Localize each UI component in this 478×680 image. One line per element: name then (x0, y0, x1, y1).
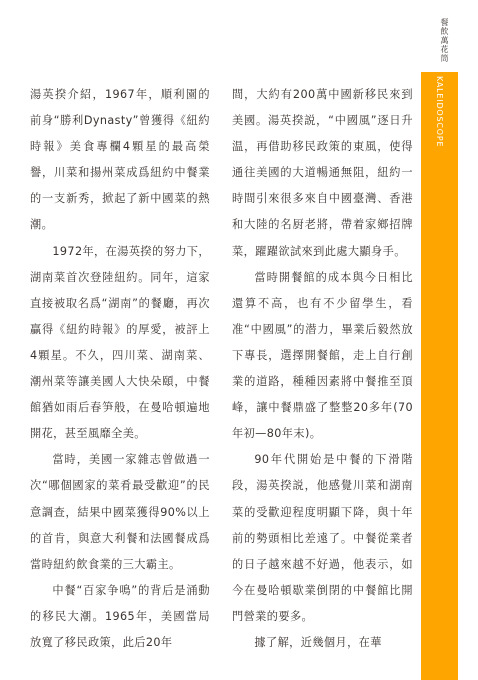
paragraph: 據了解，近幾個月，在華 (254, 635, 382, 649)
paragraph: 間，大約有200萬中國新移民來到美國。湯英揆説，“中國風”逐日升温，再借助移民政策的東風，使得通往美國的大道暢通無阻，紐約一時間引來很多來自中國臺灣、香港和大陸的名厨老將，帶着家鄉招牌菜，躍躍欲試來到此處大顯身手。 (232, 88, 413, 258)
paragraph: 90年代開始是中餐的下滑階段，湯英揆説，他感覺川菜和湖南菜的受歡迎程度明顯下降，與十年前的勢頭相比差遠了。中餐從業者的日子越來越不好過，他表示，如今在曼哈頓歇業倒閉的中餐館比開門營業的要多。 (232, 453, 413, 623)
left-column (30, 82, 210, 656)
paragraph: 湯英揆介紹，1967年，順利園的前身“勝利Dynasty”曾獲得《紐約時報》美食專欄4顆星的最高榮譽，川菜和揚州菜成爲紐約中餐業的一支新秀，掀起了新中國菜的熱潮。 (30, 88, 210, 232)
section-sidebar (421, 0, 458, 680)
right-column (232, 82, 413, 656)
paragraph: 當時開餐館的成本與今日相比還算不高，也有不少留學生，看准“中國風”的潜力，畢業后毅然放下專長，選擇開餐館，走上自行創業的道路，種種因素將中餐推至頂峰，讓中餐鼎盛了整整20多年(70年初—80年末)。 (232, 270, 413, 441)
sidebar-cap (421, 0, 458, 72)
section-subtitle: KALEIDOSCOPE (435, 76, 444, 148)
section-title: 餐飲萬花筒 (440, 18, 449, 63)
paragraph: 當時，美國一家雜志曾做過一次“哪個國家的菜肴最受歡迎”的民意調查，結果中國菜獲得90%以上的首肯，與意大利餐和法國餐成爲當時紐約飲食業的三大霸主。 (30, 453, 210, 571)
paragraph: 中餐“百家争鳴”的背后是涌動的移民大潮。1965年，美國當局放寬了移民政策，此后20年 (30, 583, 210, 649)
paragraph: 1972年，在湯英揆的努力下，湖南菜首次登陸紐約。同年，這家直接被取名爲“湖南”的餐廳，再次贏得《紐約時報》的厚愛，被評上4顆星。不久，四川菜、湖南菜、潮州菜等讓美國人大快朵頤，中餐館猶如雨后春笋般，在曼哈頓遍地開花，甚至風靡全美。 (30, 244, 210, 441)
